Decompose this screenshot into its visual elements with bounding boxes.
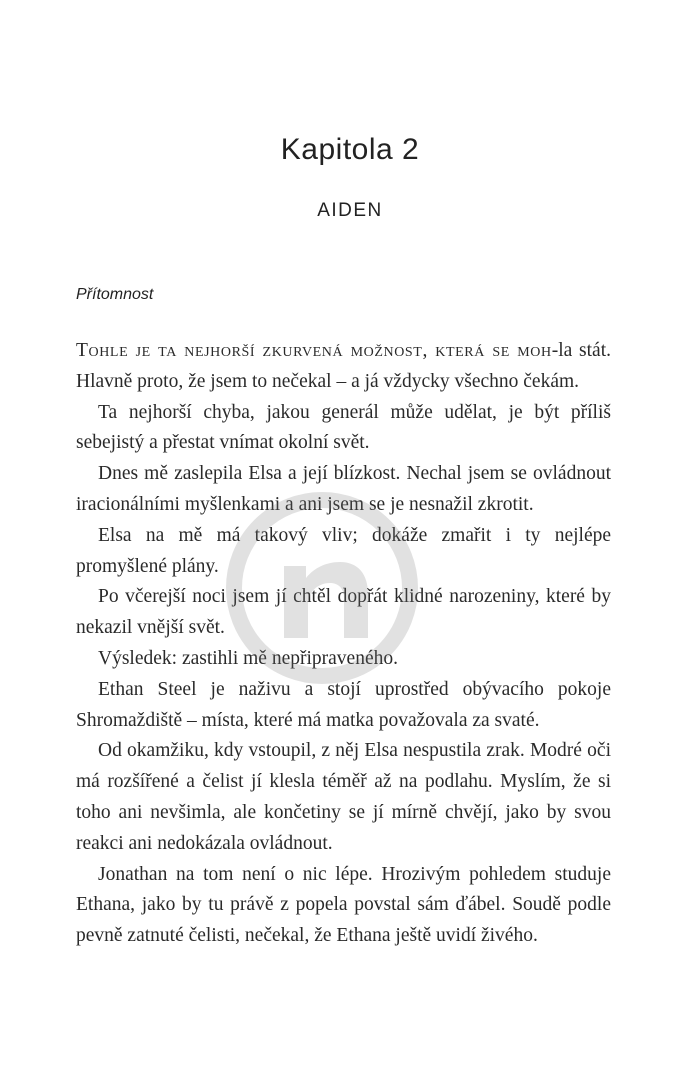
paragraph: Jonathan na tom není o nic lépe. Hrozivým pohledem studuje Ethana, jako by tu právě z popela povstal sám ďábel. Soudě podle pevně zatnuté čelisti, nečekal, že Ethana ještě uvidí živého. [76,863,611,947]
chapter-body [76,336,611,952]
paragraph: Ta nejhorší chyba, jakou generál může udělat, je být příliš sebejistý a přestat vnímat okolní svět. [76,401,611,454]
paragraph-lead: Tohle je ta nejhorší zkurvená možnost, která se moh [76,340,552,361]
paragraph: Výsledek: zastihli mě nepřipraveného. [98,647,398,669]
chapter-narrator: AIDEN [317,200,383,221]
paragraph: Tohle je ta nejhorší zkurvená možnost, která se moh-la stát. Hlavně proto, že jsem to nečekal – a já vždycky všechno čekám. [76,340,611,392]
paragraph: Ethan Steel je naživu a stojí uprostřed obývacího pokoje Shromaždiště – místa, které má matka považovala za svaté. [76,678,611,731]
paragraph-text: la stát. Hlavně proto, že jsem to nečekal – a já vždycky všechno čekám. [76,340,611,392]
paragraph: Dnes mě zaslepila Elsa a její blízkost. Nechal jsem se ovládnout iracionálními myšlenkami a ani jsem se je nesnažil zkrotit. [76,463,611,515]
chapter-title: Kapitola 2 [280,133,420,166]
paragraph: Od okamžiku, kdy vstoupil, z něj Elsa nespustila zrak. Modré oči má rozšířené a čelist jí klesla téměř až na podlahu. Myslím, že si toho ani nevšimla, ale končetiny se jí mírně chvějí, jako by svou reakci ani nedokázala ovládnout. [76,740,611,854]
section-label: Přítomnost [76,286,154,303]
paragraph: Po včerejší noci jsem jí chtěl dopřát klidné narozeniny, které by nekazil vnější svět. [76,586,611,639]
paragraph: Elsa na mě má takový vliv; dokáže zmařit i ty nejlépe promyšlené plány. [76,524,611,577]
